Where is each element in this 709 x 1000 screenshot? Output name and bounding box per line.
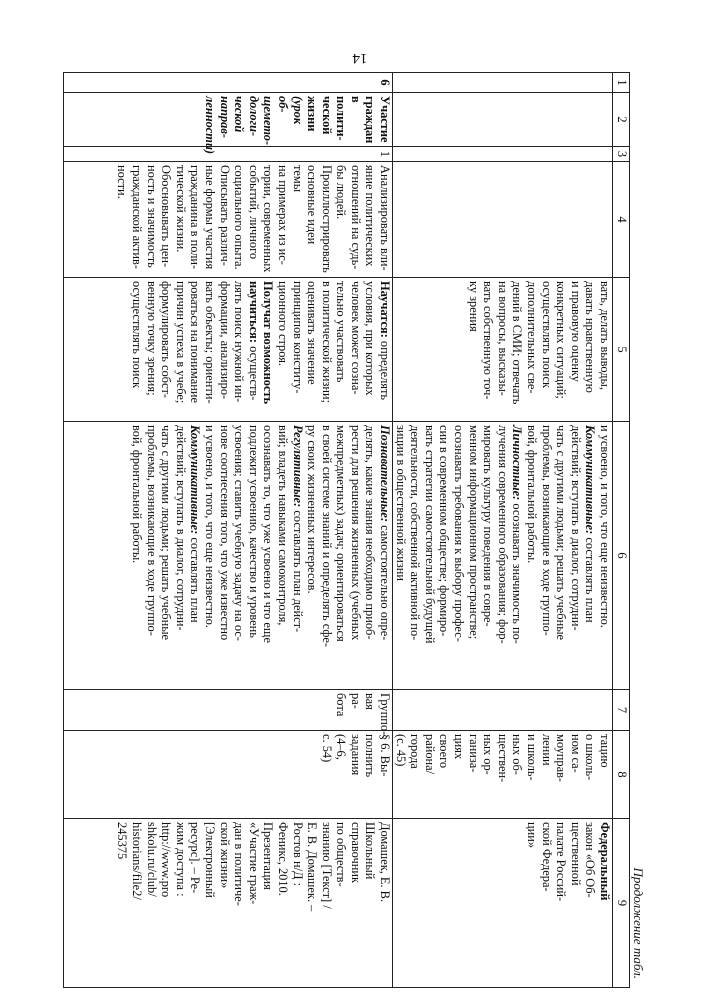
uud-cell (64, 422, 393, 690)
column-number-row (613, 73, 630, 988)
homework-cell: тацию о школь- ном са- моуправ- лении и школь- ных об- ществен- ных ор- ганиза- циях своего района/ города (с. 45) (393, 731, 613, 819)
resources-lead: Федеральный (598, 822, 612, 901)
uud-cog-text: самостоятельно опре- делять, какие знания необходимо приоб- рести для решения жизненных (учебных межпредметных) задач; ориентироваться в своей системе знаний и определять сфе- ру своих жизненных интересов. (305, 425, 393, 648)
resources-cell: Домашек, Е. В. Школьный справочник по обществ- знанию [Текст] / Е. В. Домашек. – Ростов н/Д : Феникс, 2010. Презентация «Участие граж- дан в политиче- ской жизни» [Электронный ресурс]. – Ре- жим доступа : http://www.pro shkolu.ru/club/ historians/file2/ 245375 (64, 819, 393, 988)
learn-text: определять условия, при которых человек может созна- тельно участвовать в политической жизни; оценивать значение принципов конститу- ционного строя. (275, 281, 393, 404)
lesson-title-cell (64, 93, 393, 154)
outcomes-cell (64, 278, 393, 422)
uud-comm-label: Коммуникативные: (188, 425, 203, 535)
col-number-6: 6 (613, 422, 630, 690)
uud-comm-text: составлять план действий; вступать в диалог, сотрудни- чать с другими людьми; решать учебные проблемы, возникающие в ходе группо- вой, фронтальной работы. (130, 425, 203, 641)
chance-label: Получат возможность научиться: (246, 281, 276, 405)
cell-empty (393, 162, 613, 278)
lesson-number: 6 (64, 73, 393, 93)
rotated-table-region (63, 72, 644, 987)
col-number-8: 8 (613, 731, 630, 819)
cell-empty (393, 93, 613, 147)
resources-cell (393, 819, 613, 988)
homework-cell: § 6. Вы- полнить задания (4–6, с. 54) (64, 731, 393, 819)
col-number-7: 7 (613, 690, 630, 731)
uud-cog-label: Познавательные: (378, 425, 393, 523)
col-number-4: 4 (613, 162, 630, 278)
cell-empty (393, 690, 613, 731)
continuation-label: Продолжение табл. (631, 867, 646, 979)
col-number-2: 2 (613, 93, 630, 147)
continued-row (393, 73, 613, 988)
cell-empty (393, 73, 613, 93)
lesson-type: (урок об- щемето- дологи- ческой направ- ленности) (202, 96, 305, 154)
outcomes-cell: вать, делать выводы, давать нравственную и правовую оценку конкретных ситуаций; осуществлять поиск дополнительных све- дений в СМИ; отвечать на вопросы, высказы- вать собственную точ- ку зрения (393, 278, 613, 422)
col-number-9: 9 (613, 819, 630, 988)
lesson-plan-table (63, 72, 630, 988)
activities-cell: Анализировать вли- яние политических отношений на судь- бы людей. Проиллюстрировать основные идеи темы на примерах из ис- тории, современных событий, личного социального опыта. Описывать различ- ные формы участия гражданина в поли- тической жизни. Обосновывать цен- ность и значимость гражданской актив- ности. (64, 162, 393, 278)
col-number-5: 5 (613, 278, 630, 422)
uud-pers-label: Личностные: (510, 425, 525, 501)
lesson-title: Участие граждан в полити- ческой жизни (305, 96, 393, 144)
col-number-3: 3 (613, 147, 630, 162)
uud-comm-label: Коммуникативные: (583, 425, 598, 535)
work-form-cell: Группо- вая ра- бота (64, 690, 393, 731)
resources-text: закон «Об Об- щественной палате Россий- ской Федера- ции» (525, 822, 598, 902)
page-number: 14 (352, 50, 368, 66)
uud-reg-text: составлять план дейст- вий; владеть навыками самоконтроля, осознавать то, что уже усвоено и что еще подлежит усвоению, качество и уровень усвоения; ставить учебную задачу на ос- нове соотнесения того, что уже известно и усвоено, и того, что еще неизвестно. (202, 425, 305, 643)
uud-pers-text: осознавать значимость по- лучения современного образования; фор- мировать культуру поведения в совре- менном информационном пространстве; осознавать требования к выбору профес- сии в современном обществе; формиро- вать стратегии самостоятельной будущей деятельности, собственной активной по- зиции в общественной жизни (393, 425, 525, 644)
lesson-row-6 (64, 73, 393, 988)
uud-cell (393, 422, 613, 690)
uud-intro: и усвоено, и того, что еще неизвестно. (598, 425, 612, 628)
learn-label: Научатся: (378, 281, 393, 338)
uud-comm-text: составлять план действий; вступать в диалог, сотрудни- чать с другими людьми; решать учебные проблемы, возникающие в ходе группо- вой, фронтальной работы. (525, 425, 598, 641)
uud-reg-label: Регулятивные: (290, 425, 305, 508)
chance-text: осуществ- лять поиск нужной ин- формации, анализиро- вать объекты; ориенти- роваться на понимание причин успеха в учебе; формулировать собст- венную точку зрения; осуществлять поиск (130, 281, 261, 404)
col-number-1: 1 (613, 73, 630, 93)
lesson-hours: 1 (64, 147, 393, 162)
cell-empty (393, 147, 613, 162)
